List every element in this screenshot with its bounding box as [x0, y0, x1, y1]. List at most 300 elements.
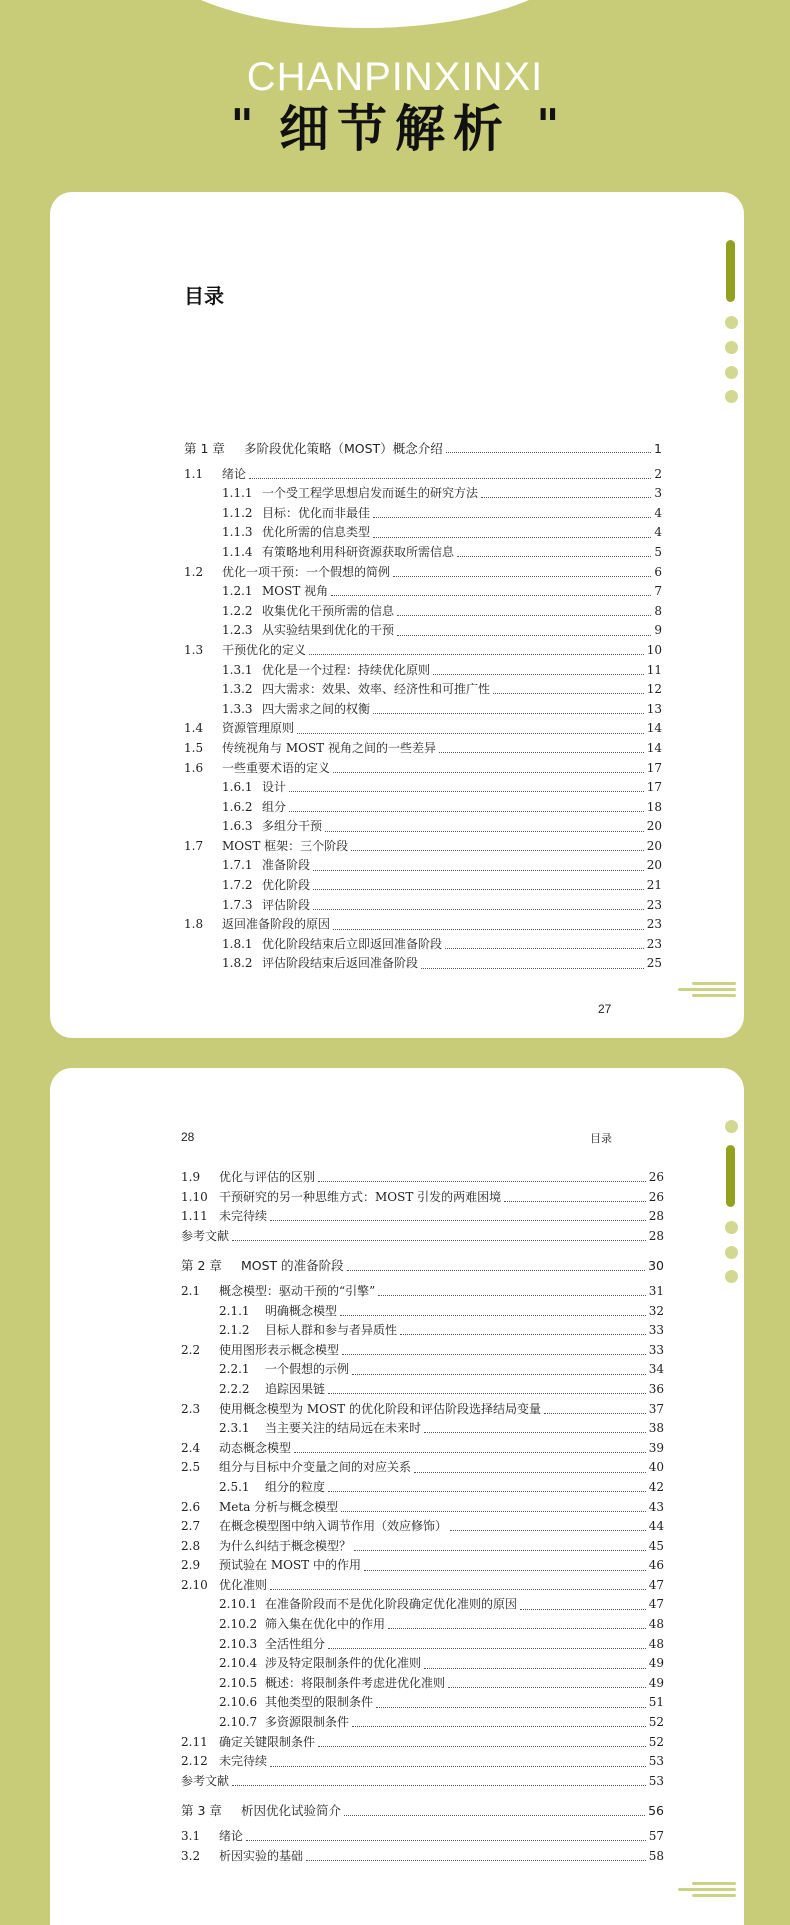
toc-entry-title: 当主要关注的结局远在未来时	[265, 1421, 422, 1436]
toc-entry[interactable]	[181, 1576, 664, 1596]
toc-entry-number: 1.3.2	[222, 682, 253, 697]
toc-entry-number: 2.1.1	[219, 1303, 250, 1318]
toc-entry[interactable]	[184, 798, 662, 818]
toc-entry-number: 2.2.2	[219, 1381, 250, 1396]
toc-entry-title: 使用图形表示概念模型	[219, 1342, 340, 1357]
toc-leader-dots	[446, 452, 651, 453]
toc-entry[interactable]	[181, 1282, 664, 1302]
toc-leader-dots	[450, 1530, 646, 1531]
toc-entry-number: 参考文献	[181, 1773, 230, 1788]
toc-entry-title: 目标人群和参与者异质性	[265, 1323, 398, 1338]
toc-entry-number: 2.10	[181, 1577, 208, 1592]
toc-entry-page: 10	[646, 642, 662, 657]
toc-entry-title: 为什么纠结于概念模型？	[219, 1538, 352, 1553]
toc-entry-page: 36	[648, 1381, 664, 1396]
toc-entry-page: 52	[648, 1715, 664, 1730]
toc-leader-dots	[481, 497, 651, 498]
toc-entry-page: 49	[648, 1675, 664, 1690]
toc-entry-title: 优化与评估的区别	[219, 1170, 316, 1184]
toc-entry[interactable]	[181, 1847, 664, 1867]
toc-entry-title: 优化是一个过程：持续优化原则	[262, 662, 431, 677]
toc-entry-number: 2.8	[181, 1538, 201, 1553]
toc-entry-page: 20	[646, 819, 662, 834]
toc-entry-number: 1.8	[184, 917, 204, 932]
toc-entry[interactable]	[181, 1207, 664, 1227]
decorative-stripes	[676, 982, 736, 1000]
toc-leader-dots	[331, 595, 651, 596]
toc-entry-title: 在准备阶段而不是优化阶段确定优化准则的原因	[265, 1597, 518, 1612]
top-decorative-arc	[145, 0, 585, 28]
toc-entry[interactable]	[181, 1458, 664, 1478]
toc-leader-dots	[246, 1840, 646, 1841]
toc-entry[interactable]	[181, 1827, 664, 1847]
toc-entry-title: MOST 视角	[262, 584, 329, 599]
running-head: 目录	[590, 1132, 612, 1145]
toc-entry-number: 1.6.1	[222, 780, 253, 795]
toc-entry-page: 14	[646, 740, 662, 755]
toc-entry[interactable]	[184, 661, 662, 681]
toc-entry-title: 筛入集在优化中的作用	[265, 1617, 386, 1632]
toc-leader-dots	[354, 1550, 646, 1551]
toc-entry[interactable]	[181, 1419, 664, 1439]
toc-entry-number: 1.3	[184, 642, 204, 657]
toc-entry-page: 34	[648, 1362, 664, 1377]
toc-entry-page: 28	[648, 1209, 664, 1224]
toc-entry-page: 5	[654, 544, 662, 559]
header-background-text: CHANPINXINXI	[246, 55, 544, 99]
toc-entry[interactable]	[181, 1674, 664, 1694]
toc-entry-title: MOST 框架：三个阶段	[222, 838, 349, 853]
toc-entry-number: 1.6.2	[222, 799, 253, 814]
toc-entry[interactable]	[184, 465, 662, 485]
toc-entry-title: 四大需求：效果、效率、经济性和可推广性	[262, 682, 491, 697]
toc-entry[interactable]	[181, 1772, 664, 1792]
toc-entry-title: 优化一项干预：一个假想的简例	[222, 564, 391, 579]
toc-entry-number: 2.10.2	[219, 1617, 258, 1632]
toc-entry-page: 20	[646, 858, 662, 873]
toc-entry-number: 2.10.3	[219, 1636, 258, 1651]
toc-leader-dots	[397, 635, 651, 636]
toc-entry-number: 1.7	[184, 838, 204, 853]
toc-entry-page: 4	[654, 525, 662, 540]
toc-entry[interactable]	[184, 837, 662, 857]
toc-entry-number: 2.6	[181, 1499, 201, 1514]
toc-entry-number: 第 1 章	[184, 441, 225, 456]
toc-leader-dots	[313, 889, 644, 890]
toc-chapter-entry[interactable]	[181, 1256, 664, 1276]
toc-entry[interactable]	[184, 817, 662, 837]
scroll-dot[interactable]	[725, 1270, 738, 1283]
toc-entry[interactable]	[181, 1302, 664, 1322]
toc-entry-number: 1.3.3	[222, 701, 253, 716]
toc-entry-page: 12	[646, 682, 662, 697]
toc-entry-number: 1.6.3	[222, 819, 253, 834]
toc-leader-dots	[352, 1726, 646, 1727]
toc-entry-number: 2.10.6	[219, 1695, 258, 1710]
toc-entry[interactable]	[181, 1227, 664, 1247]
toc-entry-title: 干预研究的另一种思维方式：MOST 引发的两难困境	[219, 1189, 502, 1204]
toc-leader-dots	[249, 478, 651, 479]
toc-entry-page: 4	[654, 505, 662, 520]
toc-heading: 目录	[184, 284, 224, 308]
toc-entry-page: 48	[648, 1617, 664, 1632]
toc-entry-number: 第 2 章	[181, 1258, 222, 1274]
toc-entry-number: 2.10.5	[219, 1675, 258, 1690]
toc-leader-dots	[448, 1687, 646, 1688]
toc-entry[interactable]	[181, 1733, 664, 1753]
toc-entry-title: 析因优化试验简介	[241, 1803, 342, 1819]
toc-entry-title: 确定关键限制条件	[219, 1734, 316, 1749]
toc-entry[interactable]	[181, 1693, 664, 1713]
toc-entry-title: 目标：优化而非最佳	[262, 505, 371, 520]
toc-chapter-entry[interactable]	[181, 1801, 664, 1821]
toc-entry-page: 40	[648, 1460, 664, 1475]
toc-entry-number: 1.7.3	[222, 897, 253, 912]
toc-leader-dots	[318, 1746, 646, 1747]
toc-entry[interactable]	[184, 915, 662, 935]
toc-entry-page: 23	[646, 897, 662, 912]
toc-leader-dots	[270, 1220, 646, 1221]
toc-entry-number: 3.2	[181, 1848, 201, 1863]
toc-leader-dots	[297, 733, 644, 734]
toc-entry-page: 9	[654, 623, 662, 638]
toc-entry-number: 1.9	[181, 1170, 201, 1184]
toc-entry-title: 组分的粒度	[265, 1479, 326, 1494]
toc-entry-page: 52	[648, 1734, 664, 1749]
toc-entry-number: 2.3	[181, 1401, 201, 1416]
toc-entry[interactable]	[184, 719, 662, 739]
toc-entry-number: 2.5	[181, 1460, 201, 1475]
toc-entry[interactable]	[181, 1188, 664, 1208]
toc-entry-number: 1.7.2	[222, 878, 253, 893]
toc-entry-page: 3	[654, 486, 662, 501]
toc-entry-title: 四大需求之间的权衡	[262, 701, 371, 716]
toc-entry-number: 2.4	[181, 1440, 201, 1455]
toc-leader-dots	[328, 1648, 646, 1649]
toc-entry-title: 从实验结果到优化的干预	[262, 623, 395, 638]
toc-entry-number: 1.3.1	[222, 662, 253, 677]
toc-entry-number: 2.3.1	[219, 1421, 250, 1436]
toc-entry-title: MOST 的准备阶段	[241, 1258, 344, 1274]
toc-entry-page: 26	[648, 1189, 664, 1204]
toc-leader-dots	[333, 772, 644, 773]
toc-entry[interactable]	[181, 1439, 664, 1459]
toc-entry-title: 多组分干预	[262, 819, 323, 834]
toc-entry-title: 资源管理原则	[222, 721, 295, 736]
scroll-dot[interactable]	[725, 1221, 738, 1234]
toc-entry-title: 明确概念模型	[265, 1303, 338, 1318]
toc-entry-page: 23	[646, 917, 662, 932]
toc-leader-dots	[325, 831, 644, 832]
toc-entry-number: 2.10.4	[219, 1656, 258, 1671]
toc-entry-title: 优化所需的信息类型	[262, 525, 371, 540]
toc-leader-dots	[400, 1334, 646, 1335]
toc-leader-dots	[352, 1374, 646, 1375]
toc-entry-number: 2.2.1	[219, 1362, 250, 1377]
toc-entry-title: 一个假想的示例	[265, 1362, 350, 1377]
toc-leader-dots	[393, 576, 651, 577]
toc-leader-dots	[342, 1354, 646, 1355]
toc-entry-page: 11	[646, 662, 662, 677]
toc-leader-dots	[457, 556, 651, 557]
toc-leader-dots	[306, 1860, 646, 1861]
toc-entry[interactable]	[181, 1615, 664, 1635]
toc-leader-dots	[424, 1668, 646, 1669]
toc-entry[interactable]	[184, 484, 662, 504]
toc-entry-title: 有策略地利用科研资源获取所需信息	[262, 544, 455, 559]
toc-entry[interactable]	[184, 739, 662, 759]
toc-entry-number: 2.9	[181, 1558, 201, 1573]
toc-entry-page: 17	[646, 760, 662, 775]
toc-entry[interactable]	[181, 1517, 664, 1537]
toc-entry-page: 6	[654, 564, 662, 579]
page-card-1	[50, 192, 744, 1038]
toc-entry-number: 1.6	[184, 760, 204, 775]
toc-entry[interactable]	[184, 621, 662, 641]
toc-leader-dots	[270, 1766, 646, 1767]
toc-entry-title: 一个受工程学思想启发而诞生的研究方法	[262, 486, 479, 501]
toc-entry-page: 44	[648, 1519, 664, 1534]
toc-entry[interactable]	[181, 1341, 664, 1361]
toc-entry-page: 13	[646, 701, 662, 716]
toc-entry[interactable]	[184, 582, 662, 602]
toc-entry-title: 多阶段优化策略（MOST）概念介绍	[244, 441, 443, 456]
quote-close: "	[536, 100, 560, 151]
toc-leader-dots	[333, 929, 644, 930]
toc-entry-number: 2.5.1	[219, 1479, 250, 1494]
toc-entry-page: 47	[648, 1597, 664, 1612]
toc-entry[interactable]	[181, 1168, 664, 1188]
decorative-stripes	[676, 1882, 736, 1900]
toc-entry-number: 2.1	[181, 1283, 201, 1298]
toc-entry-page: 23	[646, 936, 662, 951]
toc-entry[interactable]	[181, 1498, 664, 1518]
scroll-bar-active[interactable]	[726, 240, 735, 302]
toc-entry-number: 2.10.1	[219, 1597, 258, 1612]
toc-entry-title: 返回准备阶段的原因	[222, 917, 331, 932]
toc-entry-page: 53	[648, 1754, 664, 1769]
toc-leader-dots	[439, 752, 644, 753]
toc-entry[interactable]	[184, 700, 662, 720]
toc-entry[interactable]	[184, 563, 662, 583]
toc-entry-page: 37	[648, 1401, 664, 1416]
toc-entry-title: 组分与目标中介变量之间的对应关系	[219, 1460, 412, 1475]
toc-entry-page: 43	[648, 1499, 664, 1514]
toc-entry-number: 1.11	[181, 1209, 208, 1224]
toc-entry-title: 在概念模型图中纳入调节作用（效应修饰）	[219, 1519, 448, 1534]
toc-entry-number: 1.2	[184, 564, 204, 579]
toc-entry-page: 8	[654, 603, 662, 618]
toc-entry[interactable]	[181, 1380, 664, 1400]
toc-entry-title: 优化阶段结束后立即返回准备阶段	[262, 936, 443, 951]
toc-leader-dots	[340, 1315, 646, 1316]
toc-leader-dots	[378, 1295, 645, 1296]
toc-leader-dots	[313, 909, 644, 910]
toc-entry[interactable]	[181, 1752, 664, 1772]
toc-entry-title: 优化准则	[219, 1577, 268, 1592]
toc-entry[interactable]	[184, 504, 662, 524]
toc-entry-title: 使用概念模型为 MOST 的优化阶段和评估阶段选择结局变量	[219, 1401, 541, 1416]
toc-entry-page: 56	[648, 1803, 664, 1819]
toc-entry[interactable]	[184, 523, 662, 543]
toc-leader-dots	[309, 654, 644, 655]
toc-entry-title: 涉及特定限制条件的优化准则	[265, 1656, 422, 1671]
toc-leader-dots	[520, 1609, 646, 1610]
toc-entry-title: 绪论	[219, 1829, 244, 1843]
toc-entry-title: 追踪因果链	[265, 1381, 326, 1396]
toc-entry-number: 1.2.1	[222, 584, 253, 599]
toc-entry-title: 动态概念模型	[219, 1440, 292, 1455]
toc-leader-dots	[313, 870, 644, 871]
toc-entry[interactable]	[181, 1360, 664, 1380]
toc-entry-number: 1.1	[184, 466, 204, 481]
toc-entry-page: 21	[646, 878, 662, 893]
toc-entry[interactable]	[184, 641, 662, 661]
toc-entry-page: 20	[646, 838, 662, 853]
toc-entry[interactable]	[184, 759, 662, 779]
toc-entry[interactable]	[184, 680, 662, 700]
toc-entry-page: 18	[646, 799, 662, 814]
toc-leader-dots	[388, 1628, 646, 1629]
toc-entry[interactable]	[181, 1595, 664, 1615]
toc-list-page-1	[184, 439, 662, 974]
toc-entry-page: 28	[648, 1228, 664, 1243]
toc-leader-dots	[373, 537, 651, 538]
toc-entry[interactable]	[181, 1321, 664, 1341]
toc-entry-number: 1.5	[184, 740, 204, 755]
toc-entry[interactable]	[181, 1556, 664, 1576]
toc-leader-dots	[493, 693, 644, 694]
toc-entry-number: 参考文献	[181, 1228, 230, 1243]
toc-entry-number: 3.1	[181, 1829, 201, 1843]
toc-entry-page: 26	[648, 1170, 664, 1184]
toc-entry-number: 2.1.2	[219, 1323, 250, 1338]
toc-entry[interactable]	[184, 954, 662, 974]
toc-entry-title: Meta 分析与概念模型	[219, 1499, 339, 1514]
toc-entry-title: 优化阶段	[262, 878, 311, 893]
toc-entry-title: 预试验在 MOST 中的作用	[219, 1558, 361, 1573]
toc-entry-title: 准备阶段	[262, 858, 311, 873]
toc-entry-number: 1.1.3	[222, 525, 253, 540]
toc-entry-title: 未完待续	[219, 1209, 268, 1224]
toc-leader-dots	[270, 1589, 646, 1590]
toc-entry-page: 49	[648, 1656, 664, 1671]
toc-entry-number: 1.10	[181, 1189, 208, 1204]
toc-entry-number: 1.2.3	[222, 623, 253, 638]
toc-entry-title: 组分	[262, 799, 287, 814]
toc-entry[interactable]	[181, 1635, 664, 1655]
toc-entry[interactable]	[184, 876, 662, 896]
toc-entry-page: 45	[648, 1538, 664, 1553]
toc-entry-title: 一些重要术语的定义	[222, 760, 331, 775]
toc-leader-dots	[289, 791, 644, 792]
toc-entry-page: 17	[646, 780, 662, 795]
toc-entry-number: 1.4	[184, 721, 204, 736]
header-title	[0, 89, 790, 161]
scroll-indicator	[726, 240, 740, 400]
toc-list-page-2	[181, 1168, 664, 1866]
scroll-dot[interactable]	[725, 390, 738, 403]
toc-entry-page: 48	[648, 1636, 664, 1651]
toc-leader-dots	[414, 1472, 646, 1473]
toc-leader-dots	[424, 1432, 646, 1433]
scroll-dot[interactable]	[725, 366, 738, 379]
toc-leader-dots	[347, 1270, 645, 1271]
toc-entry[interactable]	[184, 602, 662, 622]
toc-leader-dots	[421, 968, 644, 969]
toc-entry-number: 2.11	[181, 1734, 208, 1749]
toc-entry[interactable]	[181, 1654, 664, 1674]
toc-entry-page: 31	[648, 1283, 664, 1298]
toc-entry[interactable]	[184, 896, 662, 916]
toc-entry-number: 2.12	[181, 1754, 208, 1769]
toc-entry[interactable]	[184, 778, 662, 798]
toc-leader-dots	[232, 1785, 646, 1786]
scroll-dot[interactable]	[725, 316, 738, 329]
toc-entry-page: 1	[654, 441, 662, 456]
scroll-dot[interactable]	[725, 1246, 738, 1259]
toc-entry[interactable]	[184, 543, 662, 563]
toc-leader-dots	[328, 1491, 646, 1492]
toc-leader-dots	[328, 1393, 646, 1394]
toc-entry-number: 1.2.2	[222, 603, 253, 618]
toc-entry-number: 1.8.1	[222, 936, 253, 951]
toc-entry-page: 14	[646, 721, 662, 736]
toc-entry-title: 其他类型的限制条件	[265, 1695, 374, 1710]
toc-entry-title: 未完待续	[219, 1754, 268, 1769]
toc-leader-dots	[294, 1452, 646, 1453]
scroll-dot[interactable]	[725, 1120, 738, 1133]
toc-entry-title: 评估阶段	[262, 897, 311, 912]
toc-entry-title: 概念模型：驱动干预的“引擎”	[219, 1283, 376, 1298]
toc-leader-dots	[373, 713, 644, 714]
toc-entry-title: 设计	[262, 780, 287, 795]
toc-leader-dots	[445, 948, 644, 949]
quote-open: "	[230, 100, 254, 151]
toc-entry-number: 2.2	[181, 1342, 201, 1357]
toc-leader-dots	[373, 517, 651, 518]
scroll-bar-active[interactable]	[726, 1145, 735, 1207]
toc-entry-page: 30	[648, 1258, 664, 1274]
toc-leader-dots	[544, 1413, 646, 1414]
toc-entry[interactable]	[181, 1713, 664, 1733]
page-card-2	[50, 1068, 744, 1925]
toc-entry-title: 概述：将限制条件考虑进优化准则	[265, 1675, 446, 1690]
toc-entry[interactable]	[184, 935, 662, 955]
toc-leader-dots	[376, 1707, 646, 1708]
toc-entry-number: 1.7.1	[222, 858, 253, 873]
header-title-text: 细节解析	[279, 100, 511, 158]
toc-entry[interactable]	[184, 856, 662, 876]
section-header	[0, 55, 790, 158]
toc-entry-page: 32	[648, 1303, 664, 1318]
toc-entry-number: 1.8.2	[222, 956, 253, 971]
toc-entry[interactable]	[181, 1478, 664, 1498]
toc-entry-page: 33	[648, 1342, 664, 1357]
scroll-indicator	[726, 1120, 740, 1280]
toc-chapter-entry[interactable]	[184, 439, 662, 459]
toc-entry-page: 53	[648, 1773, 664, 1788]
toc-entry-number: 1.1.4	[222, 544, 253, 559]
toc-entry-number: 2.7	[181, 1519, 201, 1534]
scroll-dot[interactable]	[725, 341, 738, 354]
toc-entry-page: 46	[648, 1558, 664, 1573]
toc-entry[interactable]	[181, 1537, 664, 1557]
toc-leader-dots	[318, 1181, 646, 1182]
toc-entry[interactable]	[181, 1400, 664, 1420]
toc-entry-page: 57	[648, 1829, 664, 1843]
toc-entry-page: 39	[648, 1440, 664, 1455]
